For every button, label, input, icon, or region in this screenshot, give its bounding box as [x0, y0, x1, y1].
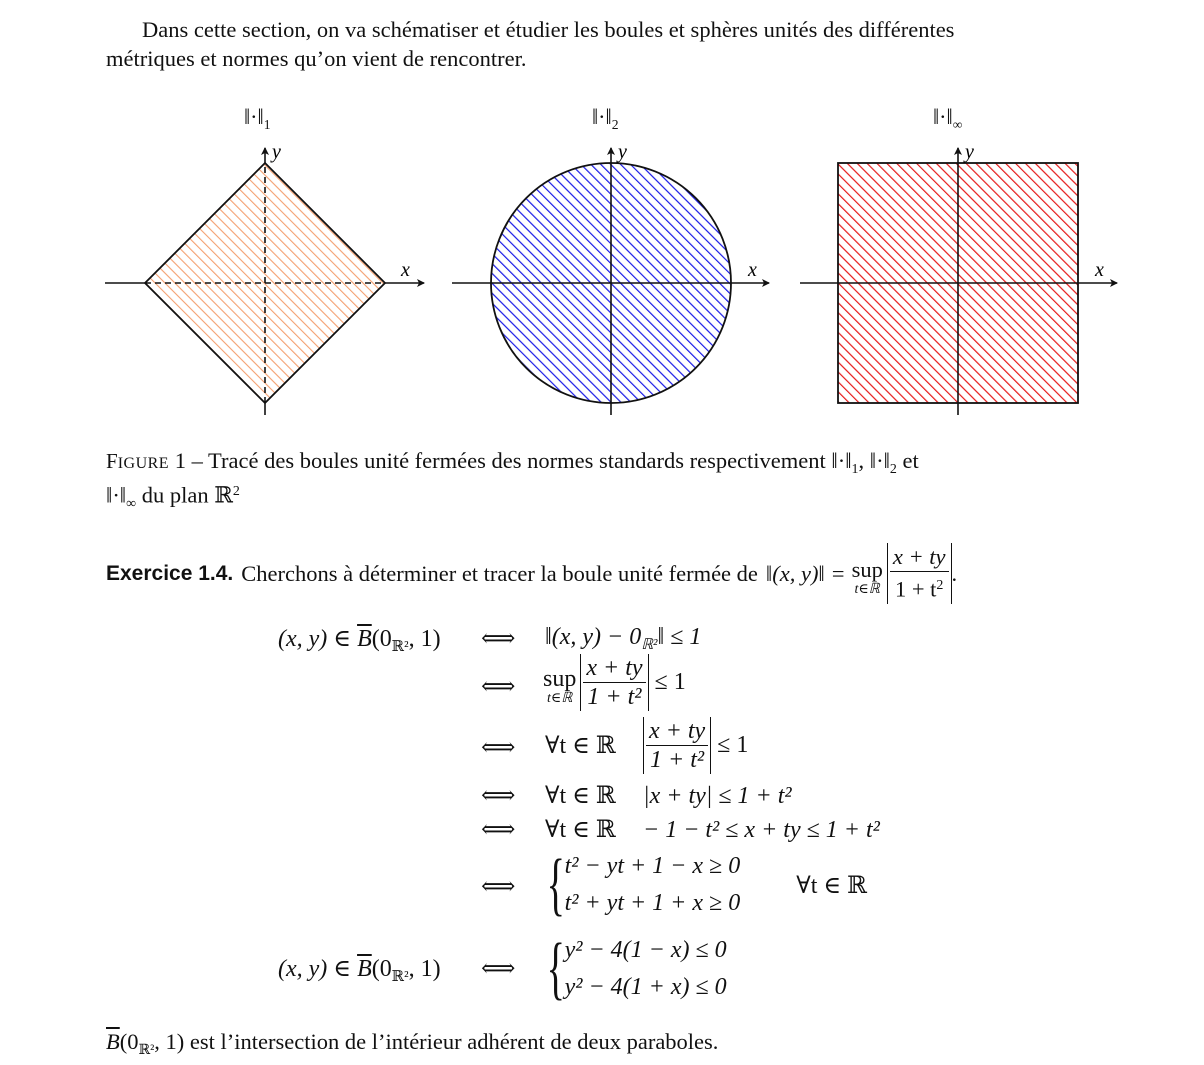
diagram-title-l2: $‖\cdot‖_2$ [592, 104, 619, 132]
step-4: ∀t ∈ ℝ |x + ty| ≤ 1 + t² [545, 783, 792, 809]
y-axis-label: y [965, 141, 974, 163]
conclusion: $\overline{B}(0_{ℝ^2}$, 1) est l’intersection de l’intérieur adhérent de deux paraboles. [106, 1029, 719, 1058]
final-row-lhs: (x, y) ∈ $\overline{B}(0_{ℝ^2}$, 1) [278, 956, 441, 986]
diagram-l1-ball [105, 141, 424, 415]
step-1: ‖(x, $y) - 0_{ℝ^2}‖ \le 1$ [545, 624, 702, 654]
iff-1: ⟺ [481, 626, 516, 652]
step-5: ∀t ∈ ℝ − 1 − t² ≤ x + ty ≤ 1 + t² [545, 817, 880, 843]
diagram-title-l1: $‖\cdot‖_1$ [244, 104, 271, 132]
figure-caption-line-2: $‖\cdot‖_\infty$ du plan ℝ$^2$ [106, 482, 240, 512]
intro-line-2: métriques et normes qu’on vient de rencontrer. [106, 46, 527, 71]
figure-diagrams [0, 0, 1204, 440]
exercise-statement: Exercice 1.4. Cherchons à déterminer et tracer la boule unité fermée de ‖(x, y)‖ = sup t∈ℝ $\frac{x + ty}{1 + t^2}$ . [106, 544, 958, 602]
final-system: { y² − 4(1 − x) ≤ 0 y² − 4(1 + x) ≤ 0 [546, 930, 727, 1007]
x-axis-label: x [401, 259, 410, 281]
step-3: ∀t ∈ ℝ $\frac{x + ty}{\text{1 + t²}}$ ≤ 1 [545, 718, 749, 773]
iff-3: ⟺ [481, 735, 516, 761]
y-axis-label: y [272, 141, 281, 163]
left-brace: { [546, 930, 566, 1007]
left-brace: { [546, 846, 566, 923]
iff-5: ⟺ [481, 817, 516, 843]
iff-4: ⟺ [481, 783, 516, 809]
diagram-l2-ball [452, 141, 769, 415]
x-axis-label: x [1095, 259, 1104, 281]
iff-final: ⟺ [481, 956, 516, 982]
derivation-row-1: (x, y) ∈ $\overline{B}(0_{ℝ^2}$, 1) [278, 626, 441, 656]
iff-2: ⟺ [481, 674, 516, 700]
step-2: sup t∈ℝ $\frac{x + ty}{\text{1 + t²}}$ ≤ 1 [543, 655, 686, 710]
y-axis-label: y [618, 141, 627, 163]
intro-line-1: Dans cette section, on va schématiser et étudier les boules et sphères unités des différentes [142, 17, 955, 42]
figure-caption-line-1: FIGURE 1 – Tracé des boules unité fermées des normes standards respectivement $‖\cdot‖_1$, $‖\cdot‖_2$ et [106, 448, 919, 477]
diagram-title-linf: $‖\cdot‖_\infty$ [933, 104, 963, 132]
iff-6: ⟺ [481, 874, 516, 900]
exercise-label: Exercice 1.4. [106, 561, 234, 585]
step-6: { t² − yt + 1 − x ≥ 0 t² + yt + 1 + x ≥ 0 ∀t ∈ ℝ [546, 846, 868, 923]
diagram-linf-ball [800, 141, 1117, 415]
x-axis-label: x [748, 259, 757, 281]
